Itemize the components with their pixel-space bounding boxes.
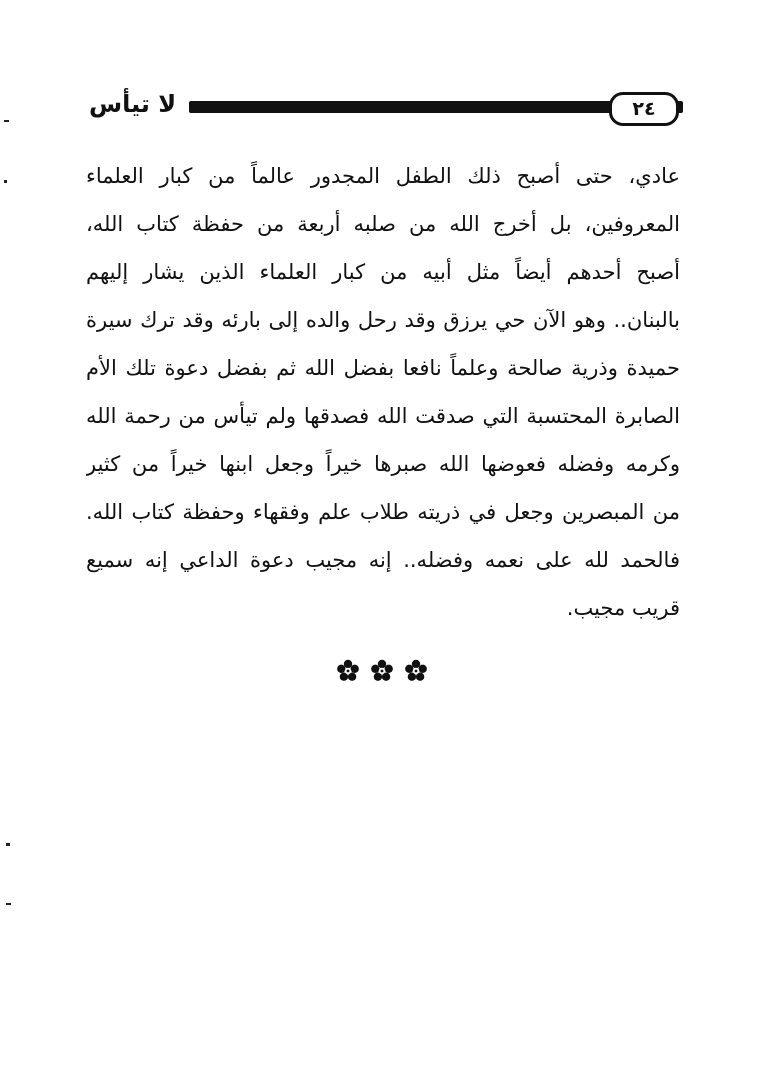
text-line: حميدة وذرية صالحة وعلماً نافعا بفضل الله ثم بفضل دعوة تلك الأم xyxy=(86,356,680,380)
text-line: فالحمد لله على نعمه وفضله.. إنه مجيب دعوة الداعي إنه سميع xyxy=(86,548,680,572)
body-text xyxy=(86,152,680,632)
text-line: قريب مجيب. xyxy=(566,596,680,620)
scan-mark xyxy=(6,843,10,846)
scan-mark xyxy=(4,180,7,183)
flower-icon xyxy=(404,659,428,683)
text-line: الصابرة المحتسبة التي صدقت الله فصدقها ولم تيأس من رحمة الله xyxy=(86,404,680,428)
page-number: ٢٤ xyxy=(609,92,679,126)
scan-mark xyxy=(4,120,9,122)
flower-icon xyxy=(370,659,394,683)
text-line: وكرمه وفضله فعوضها الله صبرها خيراً وجعل ابنها خيراً من كثير xyxy=(86,452,680,476)
section-ornament xyxy=(336,658,428,684)
flower-icon xyxy=(336,659,360,683)
text-line: عادي، حتى أصبح ذلك الطفل المجدور عالماً من كبار العلماء xyxy=(86,164,680,188)
text-line: المعروفين، بل أخرج الله من صلبه أربعة من حفظة كتاب الله، xyxy=(86,212,680,236)
text-line: من المبصرين وجعل في ذريته طلاب علم وفقهاء وحفظة كتاب الله. xyxy=(86,500,680,524)
scan-mark xyxy=(6,903,11,905)
text-line: بالبنان.. وهو الآن حي يرزق وقد رحل والده إلى بارئه وقد ترك سيرة xyxy=(86,308,680,332)
page-header xyxy=(85,88,681,128)
book-title: لا تيأس xyxy=(89,90,177,118)
text-line: أصبح أحدهم أيضاً مثل أبيه من كبار العلماء الذين يشار إليهم xyxy=(86,260,680,284)
